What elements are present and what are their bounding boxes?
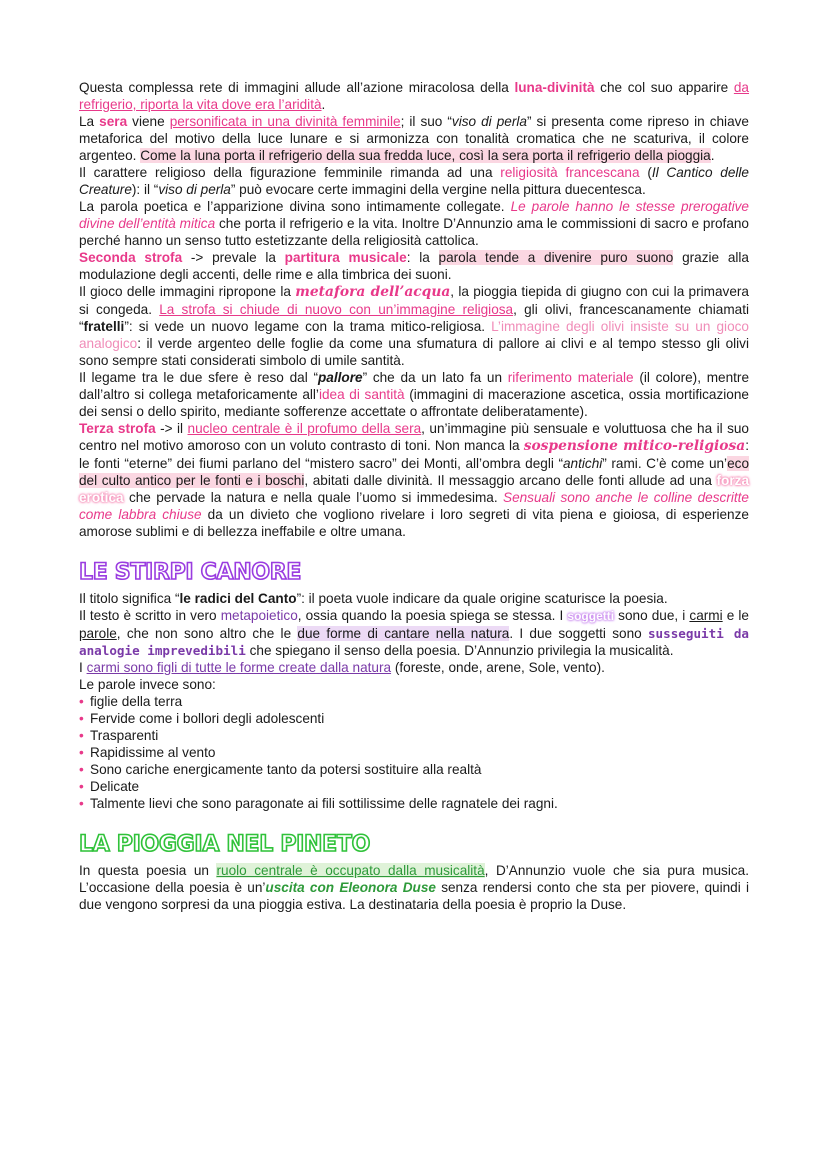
- text: (: [639, 165, 652, 180]
- text: Il gioco delle immagini ripropone la: [79, 284, 296, 299]
- text: ” rami. C’è come un’: [602, 456, 728, 471]
- text: . I due soggetti sono: [509, 626, 648, 641]
- term-religiosita-francescana: religiosità francescana: [500, 165, 640, 180]
- paragraph-seconda-strofa: [79, 249, 749, 283]
- highlighted-phrase: Come la luna porta il refrigerio della sua fredda luce, così la sera porta il refrigerio della pioggia: [140, 148, 711, 163]
- list-item: • Delicate: [79, 778, 749, 795]
- text: Il legame tra le due sfere è reso dal “: [79, 370, 318, 385]
- text: .: [710, 148, 715, 163]
- term-seconda-strofa: Seconda strofa: [79, 250, 183, 265]
- text: ; il suo “: [400, 114, 452, 129]
- quote-viso-di-perla: viso di perla: [451, 114, 527, 129]
- list-item: • Sono cariche energicamente tanto da potersi sostituire alla realtà: [79, 761, 749, 778]
- text: Il titolo significa “: [79, 591, 180, 606]
- term-fratelli: fratelli: [83, 319, 125, 334]
- highlighted-phrase: due forme di cantare nella natura: [297, 626, 510, 641]
- heading-stirpi-canore: LE STIRPI CANORE: [79, 560, 302, 585]
- text: La: [79, 114, 100, 129]
- text: , un’immagine più sensuale e voluttuosa che ha il suo centro nel motivo amoroso con un voluto contrasto di toni. Non manca la: [79, 421, 749, 453]
- text: che pervade la natura e nella quale l’uomo si immedesima.: [123, 490, 503, 505]
- highlighted-phrase: eco del culto antico per le fonti e i boschi: [79, 456, 750, 488]
- italic-phrase: Le parole hanno le stesse prerogative divine dell’entità mitica: [79, 199, 749, 231]
- text: La parola poetica e l’apparizione divina sono intimamente collegate.: [79, 199, 511, 214]
- text: da un divieto che vogliono rivelare i loro segreti di vita piena e gioiosa, di esperienze amorose sublimi e di bellezza ineffabile e oltre umana.: [79, 507, 749, 539]
- text: , ossia quando la poesia spiega se stessa. I: [297, 608, 568, 623]
- heading-pioggia-pineto: LA PIOGGIA NEL PINETO: [79, 832, 370, 857]
- text: : il verde argenteo delle foglie da come una sfumatura di pallore ai clivi e al tempo stesso gli olivi sono sempre stati considerati simbolo di umile santità.: [79, 336, 749, 368]
- text: (il colore), mentre dall’altro si collega metaforicamente all’: [79, 370, 750, 402]
- text: , gli olivi, francescanamente chiamati “: [79, 302, 750, 334]
- term-carmi: carmi: [689, 608, 723, 623]
- text: e le: [722, 608, 749, 623]
- text: .: [321, 97, 326, 112]
- text: : le fonti “eterne” dei fiumi parlano del “mistero sacro” dei Monti, all’ombra degli “: [79, 438, 749, 471]
- text: ”: si vede un nuovo legame con la trama mitico-religiosa.: [124, 319, 492, 334]
- list-item: • figlie della terra: [79, 693, 749, 710]
- text: senza rendersi conto che sta per piovere, quindi i due vengono sorpresi da una pioggia estiva. La destinataria della poesia è proprio la Duse.: [79, 880, 749, 912]
- text: Il carattere religioso della figurazione femminile rimanda ad una: [79, 165, 501, 180]
- paragraph-metapoietico: [79, 607, 749, 659]
- term-forza-erotica: forza erotica: [79, 473, 750, 505]
- text: Il testo è scritto in vero: [79, 608, 221, 623]
- text: , abitati dalle divinità. Il messaggio arcano delle fonti allude ad una: [304, 473, 717, 488]
- paragraph-luna: [79, 79, 749, 113]
- term-metafora-acqua: metafora dell’acqua: [295, 284, 451, 300]
- underlined-phrase: La strofa si chiude di nuovo con un’immagine religiosa: [159, 302, 514, 317]
- term-soggetti: soggetti: [567, 609, 615, 623]
- term-partitura-musicale: partitura musicale: [284, 250, 407, 265]
- list-item: • Talmente lievi che sono paragonate ai fili sottilissime delle ragnatele dei ragni.: [79, 795, 749, 812]
- bullet-list-parole: [79, 693, 749, 812]
- text: ”: il poeta vuole indicare da quale origine scaturisce la poesia.: [296, 591, 668, 606]
- term-idea-santita: idea di santità: [318, 387, 405, 402]
- term-metapoietico: metapoietico: [220, 608, 298, 623]
- text: , la pioggia tiepida di giugno con cui la primavera si congeda.: [79, 284, 749, 317]
- term-luna-divinita: luna-divinità: [514, 80, 595, 95]
- text: Questa complessa rete di immagini allude all’azione miracolosa della: [79, 80, 515, 95]
- text: ” può evocare certe immagini della vergine nella pittura duecentesca.: [230, 182, 646, 197]
- highlighted-phrase: ruolo centrale è occupato dalla musicalità: [216, 863, 485, 878]
- text: ): il “: [131, 182, 159, 197]
- list-item: • Trasparenti: [79, 727, 749, 744]
- underlined-phrase: carmi sono figli di tutte le forme create dalla natura: [86, 660, 392, 675]
- text: -> prevale la: [182, 250, 285, 265]
- term-analogie: susseguiti da analogie imprevedibili: [79, 626, 750, 658]
- text: I: [79, 660, 87, 675]
- text: In questa poesia un: [79, 863, 217, 878]
- underlined-phrase: nucleo centrale è il profumo della sera: [187, 421, 422, 436]
- term-sera: sera: [99, 114, 128, 129]
- text: ” si presenta come ripreso in chiave metaforica del motivo della luce lunare e si armonizza con tonalità cromatica che ne scaturiva, il colore argenteo.: [79, 114, 749, 163]
- text: che porta il refrigerio e la vita. Inoltre D’Annunzio ama le commissioni di sacro e profano perché hanno un senso tutto estetizzante della religiosità cattolica.: [79, 216, 749, 248]
- text: -> il: [155, 421, 188, 436]
- text: (immagini di macerazione ascetica, ossia mortificazione dei sensi o dello spirito, mediante sofferenze accettate o affrontate deliberatamente).: [79, 387, 749, 419]
- term-terza-strofa: Terza strofa: [79, 421, 156, 436]
- paragraph-metafora-acqua: [79, 283, 749, 369]
- text: , D’Annunzio vuole che sia pura musica. L’occasione della poesia è un’: [79, 863, 750, 895]
- list-item: • Rapidissime al vento: [79, 744, 749, 761]
- term-parole: parole: [79, 626, 117, 641]
- text: , che non sono altro che le: [116, 626, 298, 641]
- text: viene: [127, 114, 170, 129]
- underlined-phrase: personificata in una divinità femminile: [169, 114, 401, 129]
- text: (foreste, onde, arene, Sole, vento).: [391, 660, 605, 675]
- text: grazie alla modulazione degli accenti, delle rime e alla timbrica dei suoni.: [79, 250, 749, 282]
- paragraph-parola-poetica: [79, 198, 749, 249]
- quote-antichi: antichi: [563, 456, 603, 471]
- paragraph-pioggia: [79, 862, 749, 913]
- light-phrase: L’immagine degli olivi insiste su un gioco analogico: [79, 319, 749, 351]
- term-sospensione: sospensione mitico-religiosa: [523, 438, 746, 454]
- term-pallore: pallore: [317, 370, 363, 385]
- underlined-phrase: da refrigerio, riporta la vita dove era l’aridità: [79, 80, 749, 112]
- paragraph-sera: [79, 113, 749, 164]
- highlighted-phrase: parola tende a divenire puro suono: [438, 250, 674, 265]
- paragraph-terza-strofa: [79, 420, 749, 540]
- paragraph-religioso: [79, 164, 749, 198]
- italic-phrase: Sensuali sono anche le colline descritte come labbra chiuse: [79, 490, 749, 522]
- text: : la: [406, 250, 439, 265]
- paragraph-carmi: [79, 659, 749, 676]
- document-page: [79, 79, 749, 913]
- paragraph-titolo: [79, 590, 749, 607]
- title-cantico: Il Cantico delle Creature: [79, 165, 749, 197]
- term-riferimento-materiale: riferimento materiale: [507, 370, 634, 385]
- paragraph-pallore: [79, 369, 749, 420]
- text: che col suo apparire: [594, 80, 734, 95]
- text: sono due, i: [614, 608, 690, 623]
- term-uscita-duse: uscita con Eleonora Duse: [265, 880, 436, 895]
- term-radici-canto: le radici del Canto: [179, 591, 297, 606]
- text: che spiegano il senso della poesia. D’Annunzio privilegia la musicalità.: [245, 643, 674, 658]
- list-item: • Fervide come i bollori degli adolescenti: [79, 710, 749, 727]
- paragraph-parole-intro: Le parole invece sono:: [79, 677, 216, 692]
- quote-viso-di-perla: viso di perla: [158, 182, 231, 197]
- text: ” che da un lato fa un: [362, 370, 508, 385]
